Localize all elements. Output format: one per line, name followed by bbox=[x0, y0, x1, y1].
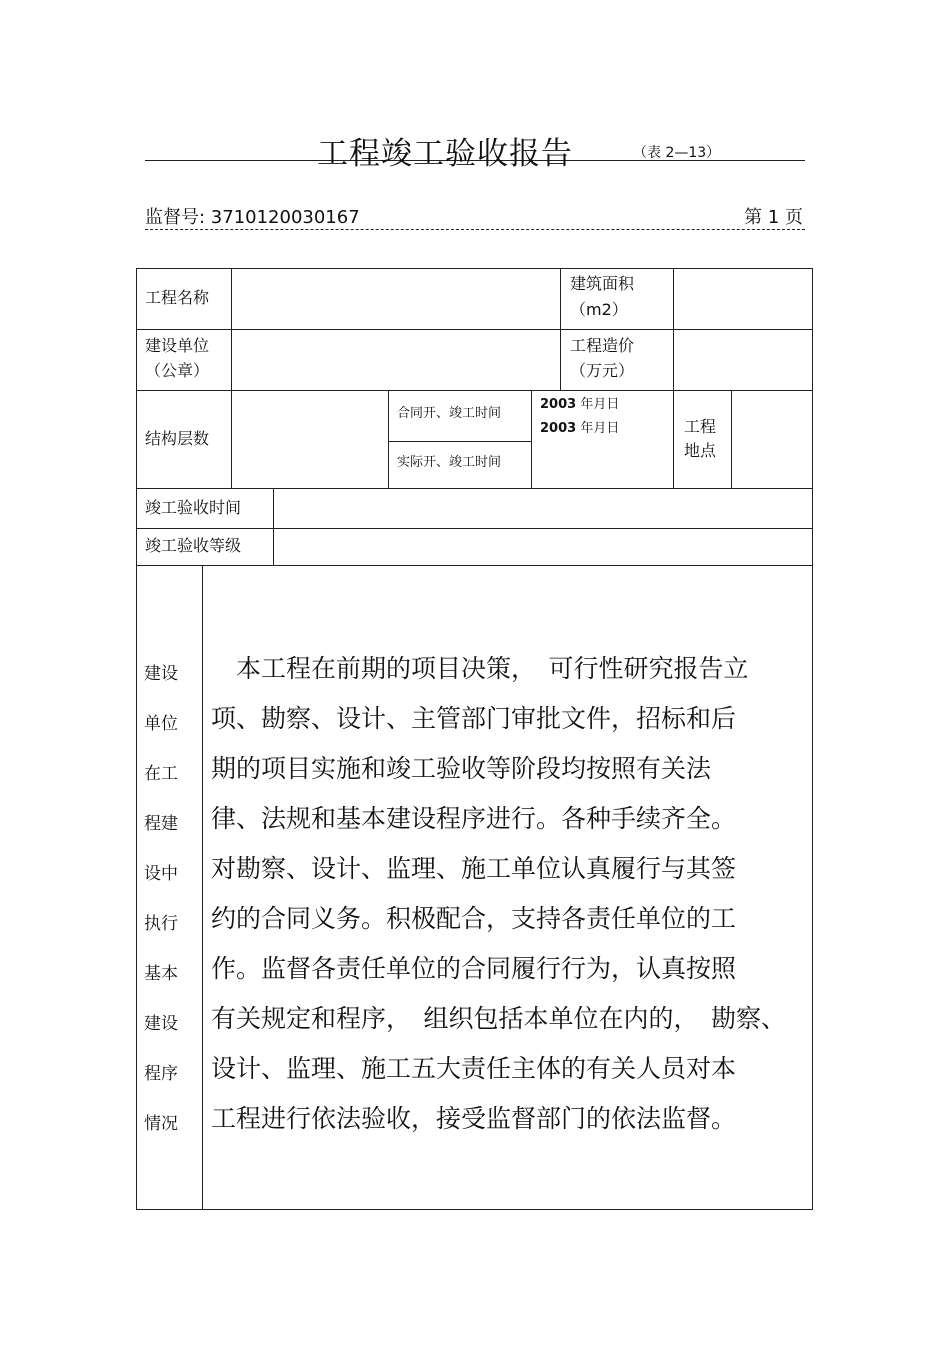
contract-time-label: 合同开、竣工时间 bbox=[397, 406, 502, 421]
acceptance-grade-label: 竣工验收等级 bbox=[145, 536, 242, 555]
section-label-line: 执行 bbox=[144, 914, 178, 934]
col-divider bbox=[273, 488, 274, 565]
body-line: 项、勘察、设计、主管部门审批文件，招标和后 bbox=[211, 704, 737, 733]
col-divider bbox=[731, 390, 732, 488]
col-divider bbox=[388, 390, 389, 488]
row-divider bbox=[137, 488, 812, 489]
building-area-label: 建筑面积 bbox=[570, 274, 635, 293]
builder-seal: （公章） bbox=[145, 361, 210, 380]
structure-label: 结构层数 bbox=[145, 429, 210, 448]
contract-end-year: 2003 bbox=[540, 421, 577, 436]
cost-unit: （万元） bbox=[570, 361, 635, 380]
supervision-number: 监督号: 3710120030167 bbox=[145, 207, 360, 228]
contract-end-rest: 年月日 bbox=[580, 421, 620, 436]
row-divider bbox=[137, 528, 812, 529]
body-line: 有关规定和程序， 组织包括本单位在内的， 勘察、 bbox=[211, 1004, 787, 1033]
body-line: 本工程在前期的项目决策， 可行性研究报告立 bbox=[211, 654, 749, 683]
page-title: 工程竣工验收报告 bbox=[317, 136, 573, 172]
contract-start-year: 2003 bbox=[540, 397, 577, 412]
supervision-line bbox=[145, 203, 805, 230]
col-divider bbox=[673, 269, 674, 488]
section-label-line: 程序 bbox=[144, 1064, 178, 1084]
title-area bbox=[145, 120, 805, 172]
body-line: 律、法规和基本建设程序进行。各种手续齐全。 bbox=[211, 804, 737, 833]
contract-end-date bbox=[540, 417, 619, 441]
page-number: 第 1 页 bbox=[744, 207, 803, 228]
body-line: 工程进行依法验收，接受监督部门的依法监督。 bbox=[211, 1104, 737, 1133]
section-label-line: 设中 bbox=[144, 864, 178, 884]
body-line: 约的合同义务。积极配合，支持各责任单位的工 bbox=[211, 904, 737, 933]
location-label-1: 工程 bbox=[684, 417, 717, 436]
col-divider bbox=[560, 269, 561, 390]
row-divider bbox=[137, 390, 812, 391]
section-label-line: 在工 bbox=[144, 764, 178, 784]
builder-label: 建设单位 bbox=[145, 336, 210, 355]
section-label-line: 基本 bbox=[144, 964, 178, 984]
section-label-line: 建设 bbox=[144, 1014, 178, 1034]
contract-start-date bbox=[540, 393, 619, 417]
section-label-line: 单位 bbox=[144, 714, 178, 734]
section-label-line: 建设 bbox=[144, 664, 178, 684]
section-label-line: 程建 bbox=[144, 814, 178, 834]
row-divider bbox=[137, 329, 812, 330]
acceptance-time-label: 竣工验收时间 bbox=[145, 498, 242, 517]
contract-start-rest: 年月日 bbox=[580, 397, 620, 412]
body-line: 期的项目实施和竣工验收等阶段均按照有关法 bbox=[211, 754, 712, 783]
body-line: 对勘察、设计、监理、施工单位认真履行与其签 bbox=[211, 854, 737, 883]
row-divider bbox=[137, 565, 812, 566]
actual-time-label: 实际开、竣工时间 bbox=[397, 455, 502, 470]
section-label bbox=[144, 649, 194, 1149]
cost-label: 工程造价 bbox=[570, 336, 635, 355]
body-line: 设计、监理、施工五大责任主体的有关人员对本 bbox=[211, 1054, 737, 1083]
body-line: 作。监督各责任单位的合同履行行为，认真按照 bbox=[211, 954, 737, 983]
col-divider bbox=[531, 390, 532, 488]
building-area-unit: （m2） bbox=[570, 300, 628, 319]
table-number: （表 2—13） bbox=[633, 145, 721, 161]
section-label-line: 情况 bbox=[144, 1114, 178, 1134]
col-divider bbox=[231, 269, 232, 488]
section-body-text bbox=[211, 644, 811, 1144]
row-divider bbox=[388, 441, 531, 442]
project-name-label: 工程名称 bbox=[145, 288, 210, 307]
report-form bbox=[136, 268, 813, 1210]
col-divider bbox=[202, 565, 203, 1210]
location-label-2: 地点 bbox=[684, 441, 717, 460]
